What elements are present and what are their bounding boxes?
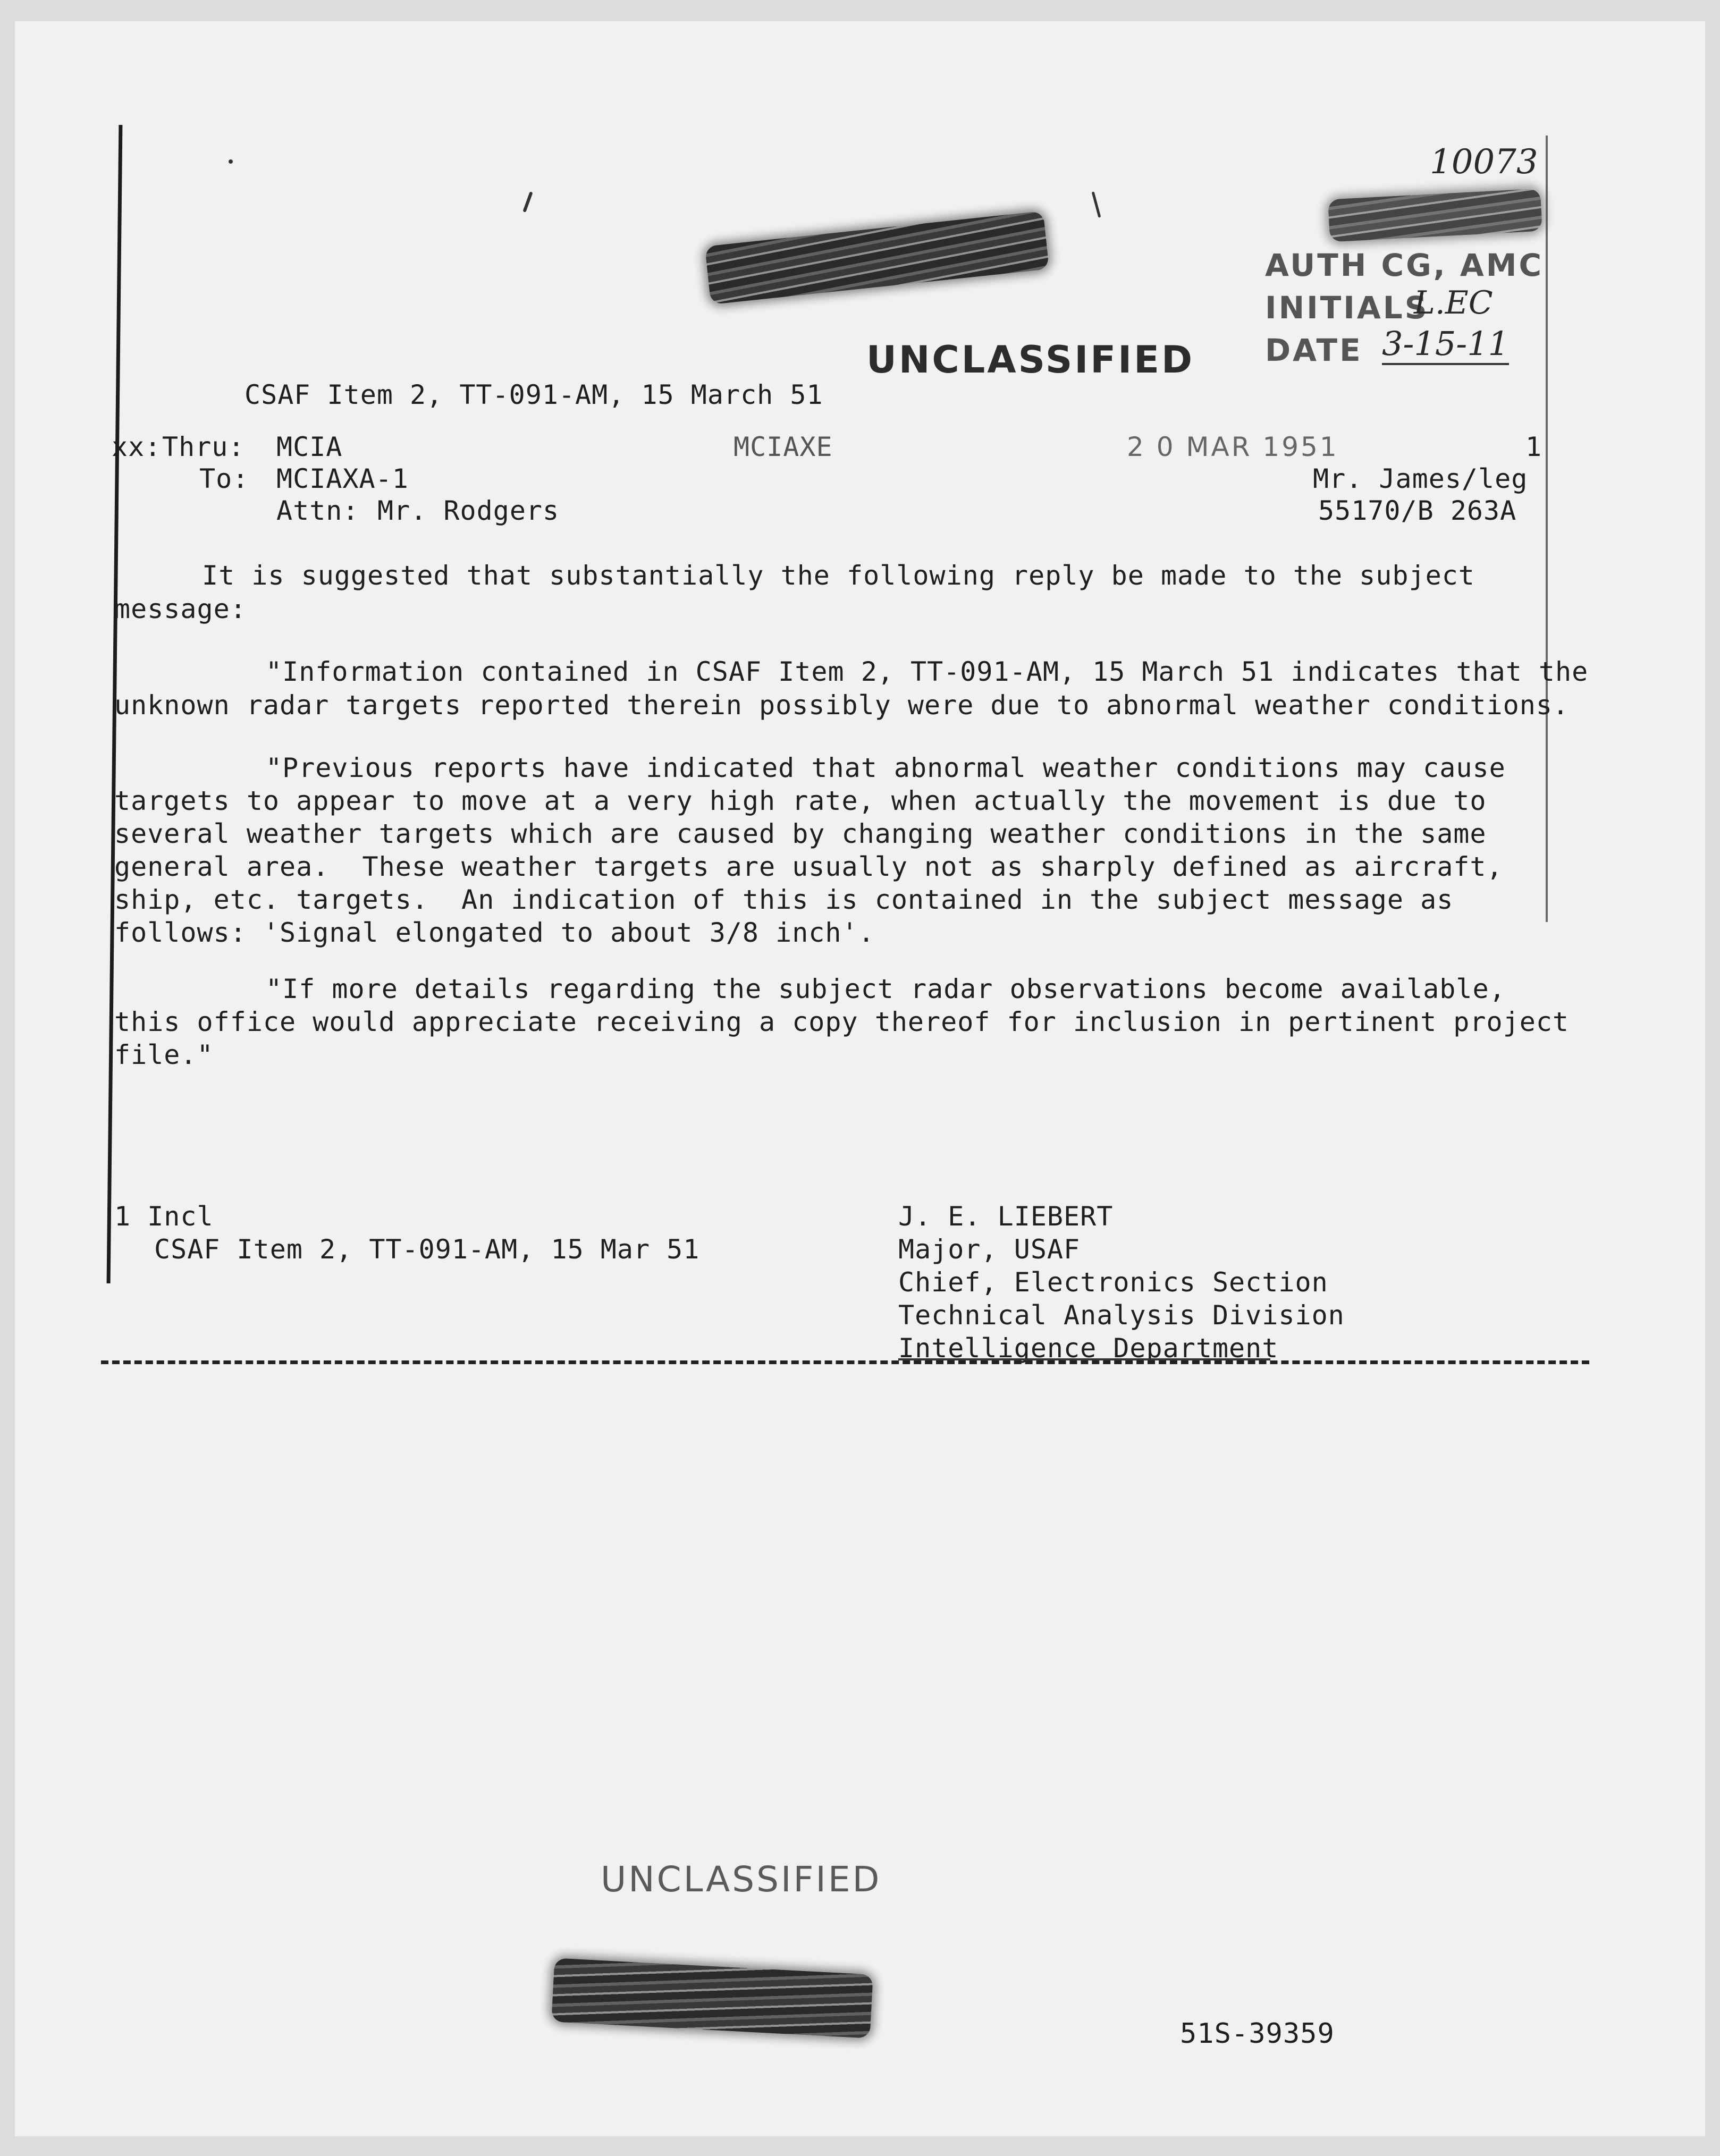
thru-label: Thru:	[162, 432, 245, 462]
thru-value: MCIA	[276, 432, 343, 462]
paragraph-2-line: follows: 'Signal elongated to about 3/8 inch'.	[114, 917, 875, 948]
intro-line: message:	[114, 594, 247, 624]
to-label: To:	[199, 463, 249, 494]
signer-title: Technical Analysis Division	[898, 1300, 1345, 1331]
auth-stamp-initials: L.EC	[1414, 284, 1493, 322]
intro-line: It is suggested that substantially the following reply be made to the subject	[202, 560, 1475, 591]
enclosure-count: 1 Incl	[114, 1201, 214, 1232]
classification-stamp-bottom: UNCLASSIFIED	[601, 1859, 882, 1900]
signer-rank: Major, USAF	[898, 1234, 1081, 1265]
attn-label: Attn:	[276, 495, 359, 526]
enclosure-item: CSAF Item 2, TT-091-AM, 15 Mar 51	[154, 1234, 700, 1265]
auth-stamp-line2: INITIALS	[1265, 290, 1429, 326]
paragraph-2-line: several weather targets which are caused by changing weather conditions in the same	[114, 818, 1487, 849]
margin-line-right	[1546, 136, 1548, 922]
paragraph-2-line: targets to appear to move at a very high rate, when actually the movement is due to	[114, 785, 1487, 816]
paragraph-2-line: ship, etc. targets. An indication of this is contained in the subject message as	[114, 884, 1454, 915]
originator: Mr. James/leg	[1313, 463, 1528, 494]
speck	[229, 159, 233, 164]
paragraph-3-line: this office would appreciate receiving a copy thereof for inclusion in pertinent project	[114, 1007, 1570, 1037]
auth-stamp-line1: AUTH CG, AMC	[1265, 247, 1544, 283]
paragraph-1-line: "Information contained in CSAF Item 2, TT-091-AM, 15 March 51 indicates that the	[266, 656, 1589, 687]
page-number: 1	[1525, 432, 1542, 462]
paragraph-2-line: "Previous reports have indicated that abnormal weather conditions may cause	[266, 753, 1506, 783]
auth-stamp-date-value: 3-15-11	[1382, 324, 1509, 365]
to-value: MCIAXA-1	[276, 463, 409, 494]
attn-value: Mr. Rodgers	[377, 495, 560, 526]
thru-prefix: xx:	[112, 432, 162, 462]
classification-stamp-top: UNCLASSIFIED	[866, 338, 1195, 382]
date-received-stamp: 2 0 MAR 1951	[1127, 432, 1339, 462]
document-number: 51S-39359	[1180, 2018, 1335, 2050]
signer-name: J. E. LIEBERT	[898, 1201, 1114, 1232]
page-divider	[101, 1360, 1589, 1364]
signer-title: Intelligence Department	[898, 1333, 1279, 1364]
subject-line: CSAF Item 2, TT-091-AM, 15 March 51	[244, 379, 823, 410]
phone-room: 55170/B 263A	[1318, 495, 1517, 526]
paragraph-3-line: "If more details regarding the subject radar observations become available,	[266, 974, 1506, 1004]
paragraph-2-line: general area. These weather targets are usually not as sharply defined as aircraft,	[114, 851, 1503, 882]
auth-stamp-date-label: DATE	[1265, 332, 1363, 368]
paragraph-3-line: file."	[114, 1039, 214, 1070]
office-code: MCIAXE	[733, 432, 833, 462]
paragraph-1-line: unknown radar targets reported therein possibly were due to abnormal weather conditions.	[114, 690, 1570, 721]
signer-title: Chief, Electronics Section	[898, 1267, 1328, 1298]
handwritten-file-number: 10073	[1430, 142, 1538, 182]
